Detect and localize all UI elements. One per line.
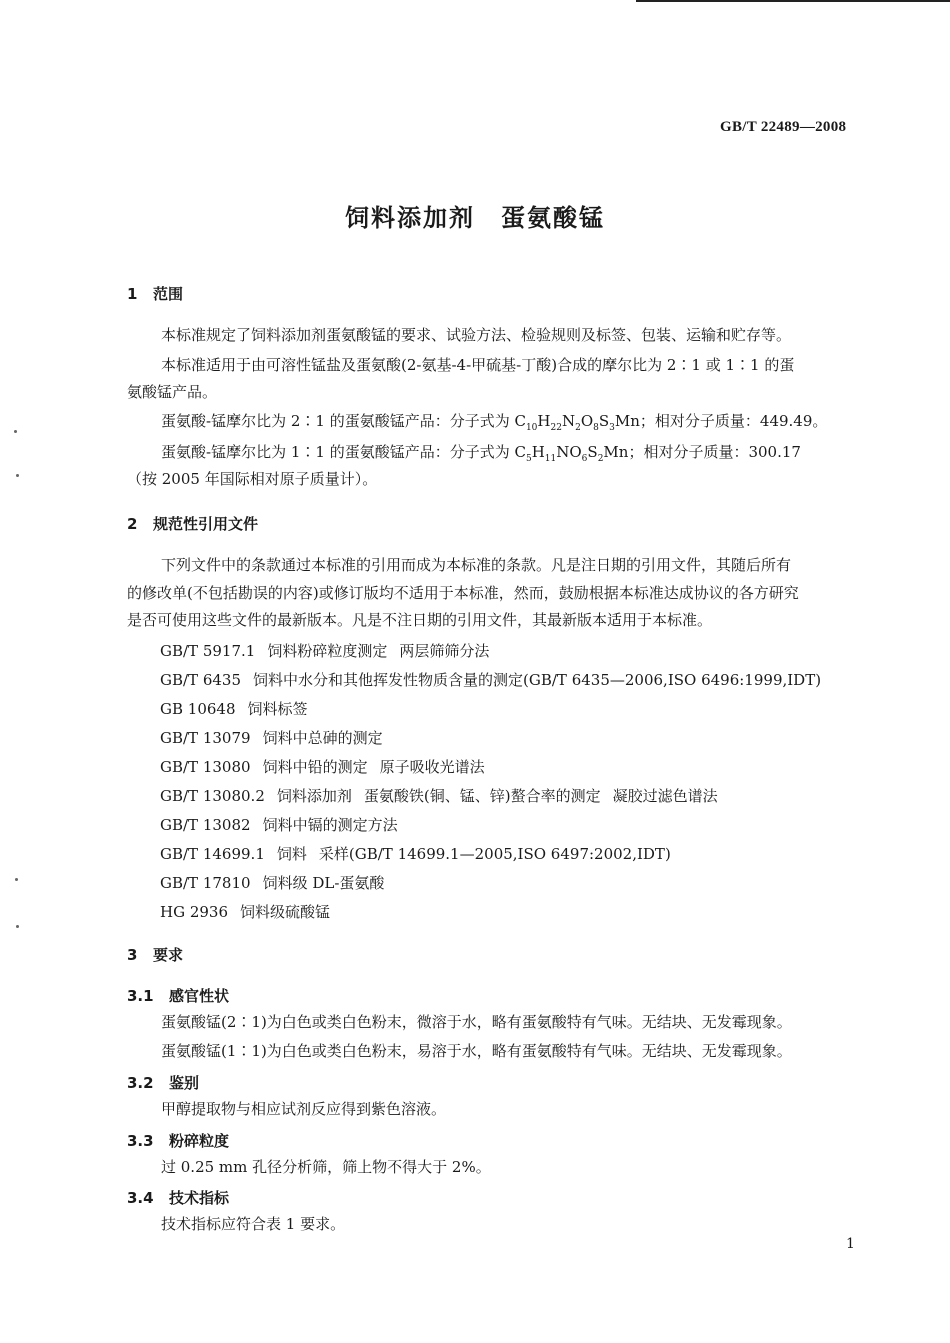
s1-paragraph-1: 本标准规定了饲料添加剂蛋氨酸锰的要求、试验方法、检验规则及标签、包装、运输和贮存等。 — [161, 326, 792, 344]
s3-4-paragraph: 技术指标应符合表 1 要求。 — [161, 1215, 346, 1233]
reference-item: GB/T 6435 饲料中水分和其他挥发性物质含量的测定(GB/T 6435—2006,ISO 6496:1999,IDT) — [160, 671, 822, 689]
section-3-1-heading: 3.1 感官性状 — [127, 987, 230, 1005]
title-part-2: 蛋氨酸锰 — [501, 204, 605, 232]
formula-2-1: $C_{10}H_{22}N_2O_8S_3Mn$ — [514, 412, 640, 433]
section-1-title: 范围 — [153, 285, 184, 303]
reference-item: GB/T 13079 饲料中总砷的测定 — [160, 729, 383, 747]
reference-item: GB/T 13082 饲料中镉的测定方法 — [160, 816, 398, 834]
section-3-4-heading: 3.4 技术指标 — [127, 1189, 230, 1207]
section-2-number: 2 — [127, 515, 138, 533]
s3-1-paragraph-1: 蛋氨酸锰(2∶1)为白色或类白色粉末，微溶于水，略有蛋氨酸特有气味。无结块、无发霉现象。 — [161, 1013, 792, 1031]
s2-paragraph-line-2: 的修改单(不包括勘误的内容)或修订版均不适用于本标准，然而，鼓励根据本标准达成协议的各方研究 — [127, 584, 799, 602]
reference-item: GB/T 17810 饲料级 DL-蛋氨酸 — [160, 874, 385, 892]
reference-item: GB/T 13080.2 饲料添加剂 蛋氨酸铁(铜、锰、锌)螯合率的测定 凝胶过滤色谱法 — [160, 787, 718, 805]
reference-item: GB/T 14699.1 饲料 采样(GB/T 14699.1—2005,ISO 6497:2002,IDT) — [160, 845, 671, 863]
s1-formula-line-2: 蛋氨酸-锰摩尔比为 1∶1 的蛋氨酸锰产品：分子式为 $C_5H_{11}NO_6S_2Mn$；相对分子质量：300.17 — [161, 443, 801, 464]
section-3-title: 要求 — [153, 946, 184, 964]
s1-formula-line-3: （按 2005 年国际相对原子质量计）。 — [127, 470, 378, 488]
reference-item: HG 2936 饲料级硫酸锰 — [160, 903, 331, 921]
section-3-2-heading: 3.2 鉴别 — [127, 1074, 200, 1092]
s3-3-paragraph: 过 0.25 mm 孔径分析筛，筛上物不得大于 2%。 — [161, 1158, 491, 1176]
reference-item: GB 10648 饲料标签 — [160, 700, 308, 718]
document-title — [0, 198, 950, 233]
reference-item: GB/T 13080 饲料中铅的测定 原子吸收光谱法 — [160, 758, 485, 776]
section-2-title: 规范性引用文件 — [153, 515, 259, 533]
reference-item: GB/T 5917.1 饲料粉碎粒度测定 两层筛筛分法 — [160, 642, 490, 660]
section-1-heading — [127, 283, 183, 304]
standard-code: GB/T 22489—2008 — [720, 119, 847, 135]
page-number: 1 — [846, 1236, 855, 1252]
s2-paragraph-line-3: 是否可使用这些文件的最新版本。凡是不注日期的引用文件，其最新版本适用于本标准。 — [127, 611, 713, 629]
section-2-heading — [127, 513, 258, 534]
scan-mark — [16, 925, 19, 928]
s2-paragraph-line-1: 下列文件中的条款通过本标准的引用而成为本标准的条款。凡是注日期的引用文件，其随后所有 — [161, 556, 792, 574]
top-rule — [636, 0, 950, 2]
scan-mark — [14, 430, 17, 433]
s3-1-paragraph-2: 蛋氨酸锰(1∶1)为白色或类白色粉末，易溶于水，略有蛋氨酸特有气味。无结块、无发霉现象。 — [161, 1042, 792, 1060]
section-1-number: 1 — [127, 285, 138, 303]
section-3-heading — [127, 944, 183, 965]
s1-paragraph-2-line-2: 氨酸锰产品。 — [127, 383, 218, 401]
scan-mark — [16, 474, 19, 477]
title-part-1: 饲料添加剂 — [345, 204, 475, 232]
s1-formula-line-1: 蛋氨酸-锰摩尔比为 2∶1 的蛋氨酸锰产品：分子式为 $C_{10}H_{22}N_2O_8S_3Mn$；相对分子质量：449.49。 — [161, 412, 828, 433]
s1-paragraph-2-line-1: 本标准适用于由可溶性锰盐及蛋氨酸(2-氨基-4-甲硫基-丁酸)合成的摩尔比为 2∶1 或 1∶1 的蛋 — [161, 356, 795, 374]
section-3-3-heading: 3.3 粉碎粒度 — [127, 1132, 230, 1150]
s3-2-paragraph: 甲醇提取物与相应试剂反应得到紫色溶液。 — [161, 1100, 447, 1118]
formula-1-1: $C_5H_{11}NO_6S_2Mn$ — [514, 443, 629, 464]
section-3-number: 3 — [127, 946, 138, 964]
scan-mark — [15, 878, 18, 881]
